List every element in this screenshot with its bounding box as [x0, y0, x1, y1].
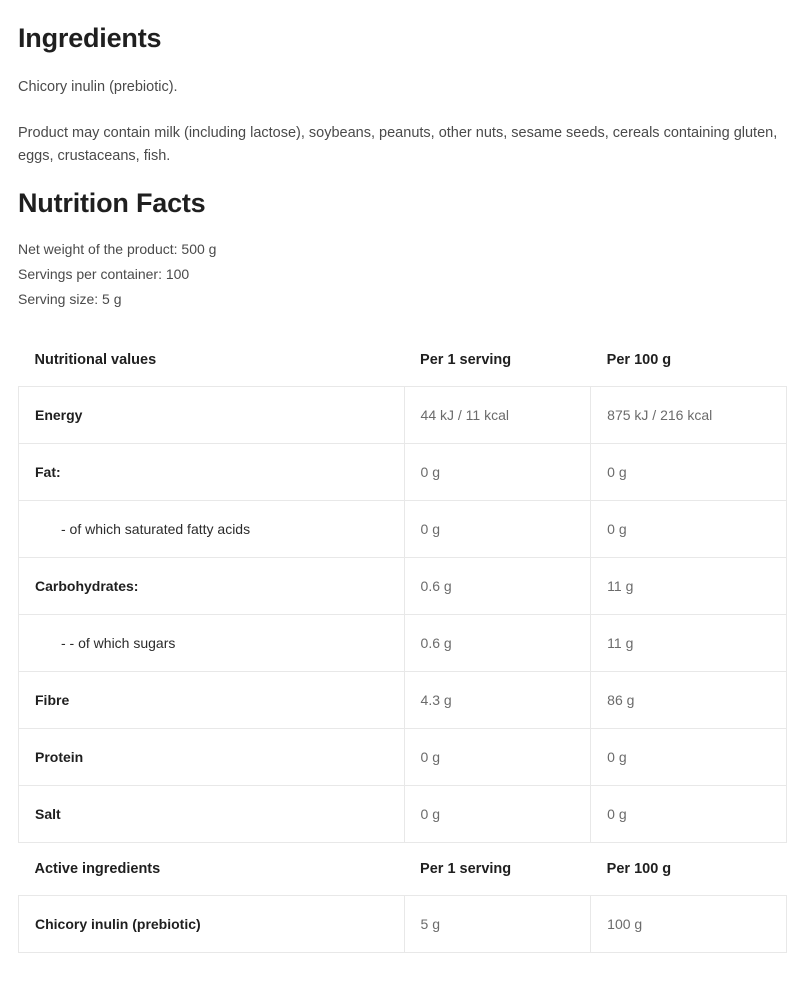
nutrition-table-body: [19, 386, 787, 842]
table-row: [19, 785, 787, 842]
row-label: Fat:: [19, 443, 405, 500]
active-table-header-row: [19, 843, 787, 896]
active-table-body: [19, 895, 787, 952]
row-per-serving: 0 g: [404, 785, 591, 842]
table-row: [19, 614, 787, 671]
row-per-100g: 875 kJ / 216 kcal: [591, 386, 787, 443]
nutrition-facts-heading: Nutrition Facts: [18, 187, 206, 218]
active-ingredients-table: [18, 843, 787, 953]
net-weight-text: Net weight of the product: 500 g: [18, 241, 217, 258]
row-label: - - of which sugars: [19, 614, 405, 671]
servings-per-container-text: Servings per container: 100: [18, 266, 190, 283]
header-per-serving: Per 1 serving: [404, 334, 591, 387]
header-nutritional-values: Nutritional values: [19, 334, 405, 387]
row-per-serving: 0 g: [404, 443, 591, 500]
table-row: [19, 728, 787, 785]
table-row: [19, 895, 787, 952]
row-per-100g: 100 g: [591, 895, 787, 952]
nutrition-table-header-row: [19, 334, 787, 387]
row-per-serving: 0 g: [404, 500, 591, 557]
row-per-100g: 11 g: [591, 557, 787, 614]
nutrition-facts-table: [18, 334, 787, 843]
row-label: - of which saturated fatty acids: [19, 500, 405, 557]
table-row: [19, 443, 787, 500]
header-active-per-serving: Per 1 serving: [404, 843, 591, 896]
row-per-serving: 0 g: [404, 728, 591, 785]
row-label: Carbohydrates:: [19, 557, 405, 614]
serving-info: [18, 237, 787, 312]
row-per-serving: 0.6 g: [404, 614, 591, 671]
row-label: Energy: [19, 386, 405, 443]
row-per-serving: 4.3 g: [404, 671, 591, 728]
row-per-serving: 0.6 g: [404, 557, 591, 614]
row-label: Salt: [19, 785, 405, 842]
row-per-100g: 0 g: [591, 728, 787, 785]
row-per-100g: 11 g: [591, 614, 787, 671]
table-row: [19, 557, 787, 614]
nutrition-table-head: [19, 334, 787, 387]
header-active-per-100g: Per 100 g: [591, 843, 787, 896]
row-label: Fibre: [19, 671, 405, 728]
ingredients-heading: Ingredients: [18, 23, 162, 53]
serving-size-text: Serving size: 5 g: [18, 291, 122, 308]
table-row: [19, 386, 787, 443]
row-per-serving: 44 kJ / 11 kcal: [404, 386, 591, 443]
ingredients-list-text: Chicory inulin (prebiotic).: [18, 79, 178, 96]
header-per-100g: Per 100 g: [591, 334, 787, 387]
allergen-warning-text: Product may contain milk (including lactose), soybeans, peanuts, other nuts, sesame seeds, cereals containing gluten, eggs, crustaceans, fish.: [18, 124, 778, 165]
table-row: [19, 500, 787, 557]
row-label: Chicory inulin (prebiotic): [19, 895, 405, 952]
row-per-100g: 0 g: [591, 785, 787, 842]
header-active-ingredients: Active ingredients: [19, 843, 405, 896]
row-per-serving: 5 g: [404, 895, 591, 952]
table-row: [19, 671, 787, 728]
row-label: Protein: [19, 728, 405, 785]
row-per-100g: 0 g: [591, 500, 787, 557]
row-per-100g: 86 g: [591, 671, 787, 728]
row-per-100g: 0 g: [591, 443, 787, 500]
active-table-head: [19, 843, 787, 896]
